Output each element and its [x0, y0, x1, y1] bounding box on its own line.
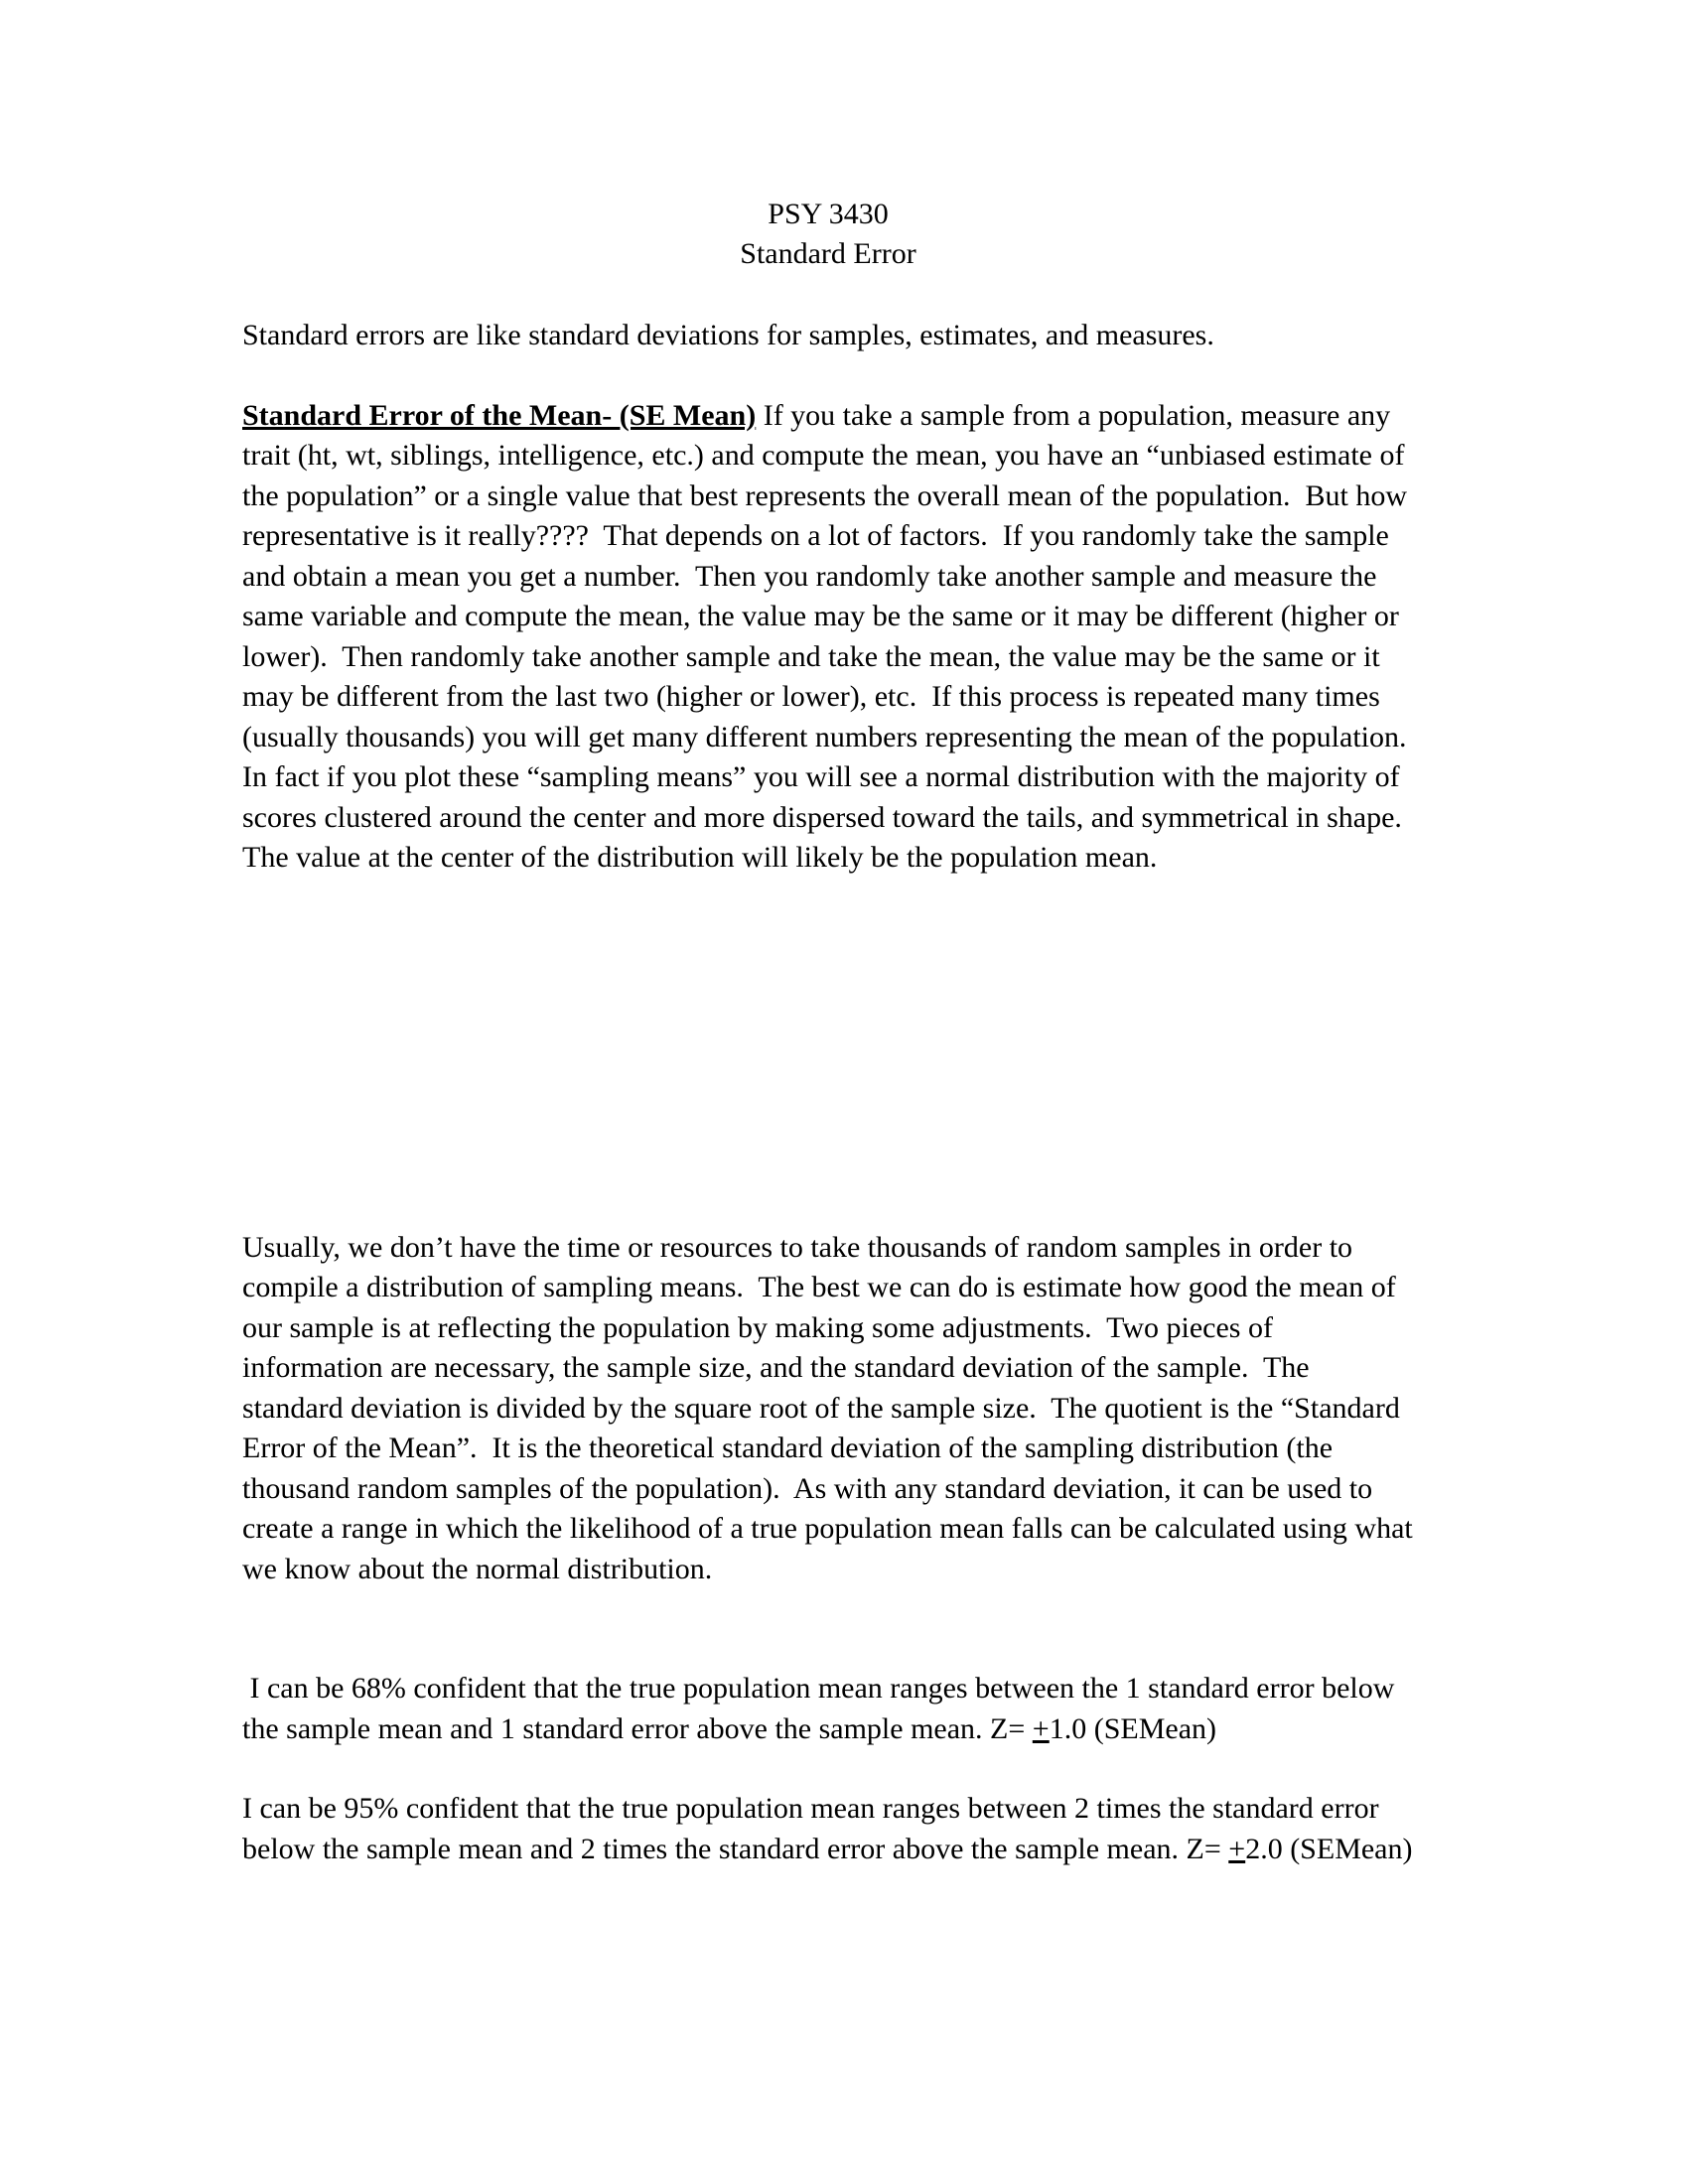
course-code: PSY 3430 — [768, 198, 889, 230]
confidence-68-paragraph — [242, 1669, 1414, 1749]
intro-paragraph: Standard errors are like standard deviations for samples, estimates, and measures. — [242, 319, 1214, 351]
section-body-text: If you take a sample from a population, measure any trait (ht, wt, siblings, intelligence, etc.) and compute the mean, you have an “unbiased estimate of the population” or a single value that best represents the overall mean of the population. But how representative is it really???? That depends on a lot of factors. If you randomly take the sample and obtain a mean you get a number. Then you randomly take another sample and measure the same variable and compute the mean, the value may be the same or it may be different (higher or lower). Then randomly take another sample and take the mean, the value may be the same or it may be different from the last two (higher or lower), etc. If this process is repeated many times (usually thousands) you will get many different numbers representing the mean of the population. In fact if you plot these “sampling means” you will see a normal distribution with the majority of scores clustered around the center and more dispersed toward the tails, and symmetrical in shape. The value at the center of the distribution will likely be the population mean. — [242, 398, 1422, 874]
plus-minus-sign-68: + — [1032, 1711, 1050, 1745]
document-body — [242, 195, 1422, 1869]
confidence-95-paragraph — [242, 1789, 1414, 1869]
spacer-after-title — [242, 274, 1414, 316]
section-paragraph — [242, 396, 1422, 879]
document-title — [242, 195, 1414, 274]
confidence-68-text-before: I can be 68% confident that the true population mean ranges between the 1 standard error below the sample mean and 1 standard error above the sample mean. Z= — [242, 1672, 1402, 1745]
confidence-95-text-after: 2.0 (SEMean) — [1245, 1832, 1413, 1865]
spacer-between-confidence — [242, 1749, 1414, 1789]
plus-minus-sign-95: + — [1228, 1832, 1246, 1865]
usually-paragraph: Usually, we don’t have the time or resources to take thousands of random samples in order to compile a distribution of sampling means. The best we can do is estimate how good the mean of our sample is at reflecting the population by making some adjustments. Two pieces of information are necessary, the sample size, and the standard deviation of the sample. The standard deviation is divided by the square root of the sample size. The quotient is the “Standard Error of the Mean”. It is the theoretical standard deviation of the sampling distribution (the thousand random samples of the population). As with any standard deviation, it can be used to create a range in which the likelihood of a true population mean falls can be calculated using what we know about the normal distribution. — [242, 1230, 1421, 1585]
figure-placeholder-area — [242, 879, 1414, 1228]
section-heading: Standard Error of the Mean- (SE Mean) — [242, 398, 757, 432]
spacer-before-section — [242, 356, 1414, 396]
spacer-before-confidence — [242, 1589, 1414, 1669]
confidence-68-text-after: 1.0 (SEMean) — [1049, 1711, 1217, 1745]
document-subtitle: Standard Error — [740, 237, 916, 270]
confidence-95-text-before: I can be 95% confident that the true population mean ranges between 2 times the standard error below the sample mean and 2 times the standard error above the sample mean. Z= — [242, 1792, 1387, 1865]
